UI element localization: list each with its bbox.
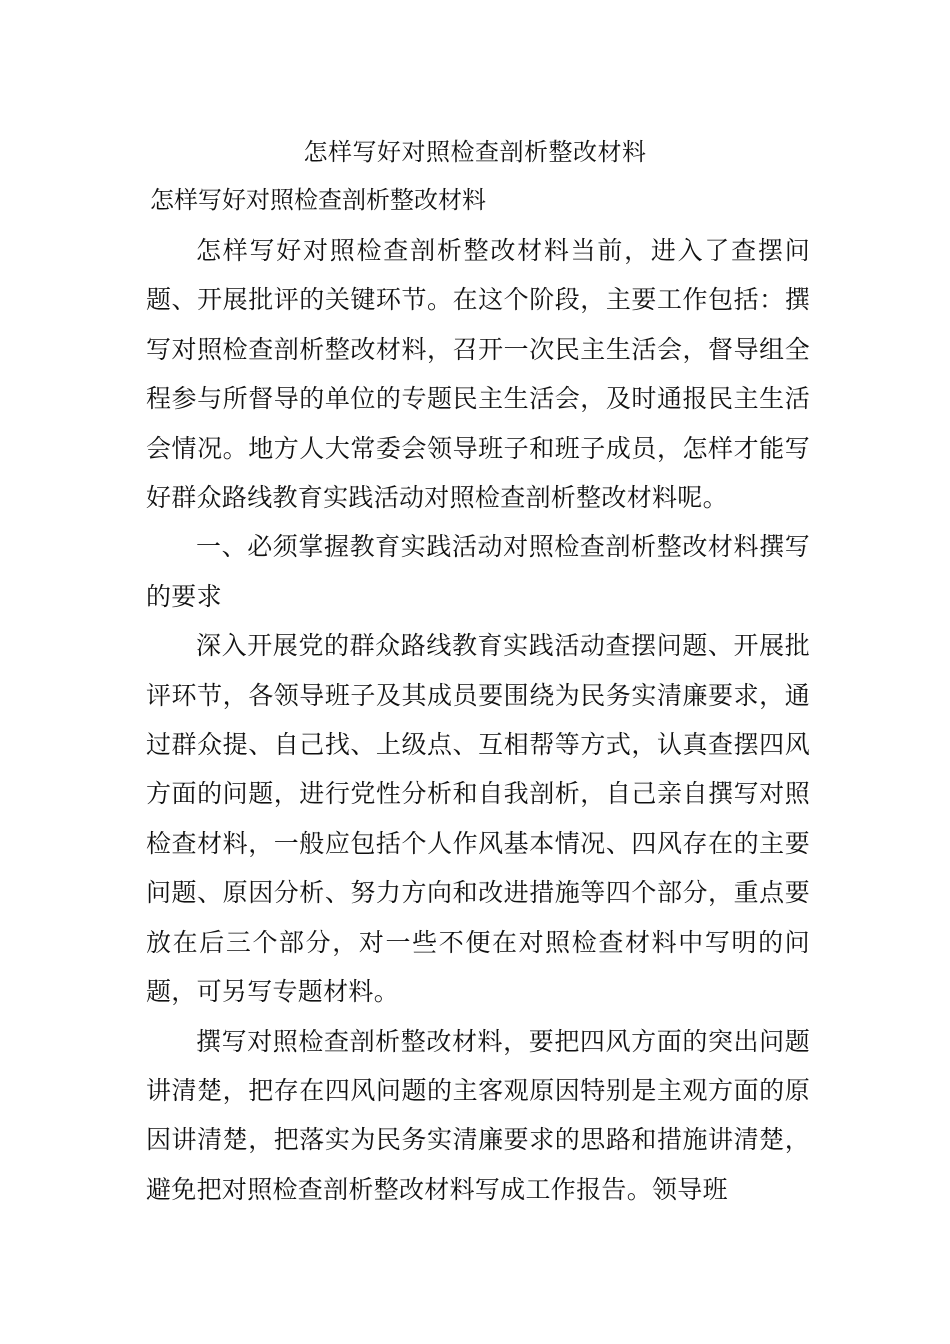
document-subtitle: 怎样写好对照检查剖析整改材料: [150, 186, 486, 214]
paragraph-writing: 撰写对照检查剖析整改材料，要把四风方面的突出问题讲清楚，把存在四风问题的主客观原因特别是主观方面的原因讲清楚，把落实为民务实清廉要求的思路和措施讲清楚，避免把对照检查剖析整改材料写成工作报告。领导班: [146, 1026, 810, 1204]
document-body: [146, 226, 810, 1214]
paragraph-requirements: 深入开展党的群众路线教育实践活动查摆问题、开展批评环节，各领导班子及其成员要围绕为民务实清廉要求，通过群众提、自己找、上级点、互相帮等方式，认真查摆四风方面的问题，进行党性分析和自我剖析，自己亲自撰写对照检查材料，一般应包括个人作风基本情况、四风存在的主要问题、原因分析、努力方向和改进措施等四个部分，重点要放在后三个部分，对一些不便在对照检查材料中写明的问题，可另写专题材料。: [146, 631, 810, 1007]
paragraph-intro: 怎样写好对照检查剖析整改材料当前，进入了查摆问题、开展批评的关键环节。在这个阶段，主要工作包括：撰写对照检查剖析整改材料，召开一次民主生活会，督导组全程参与所督导的单位的专题民主生活会，及时通报民主生活会情况。地方人大常委会领导班子和班子成员，怎样才能写好群众路线教育实践活动对照检查剖析整改材料呢。: [146, 236, 810, 513]
section-heading-1: 一、必须掌握教育实践活动对照检查剖析整改材料撰写的要求: [146, 532, 810, 611]
document-title: 怎样写好对照检查剖析整改材料: [303, 138, 647, 166]
